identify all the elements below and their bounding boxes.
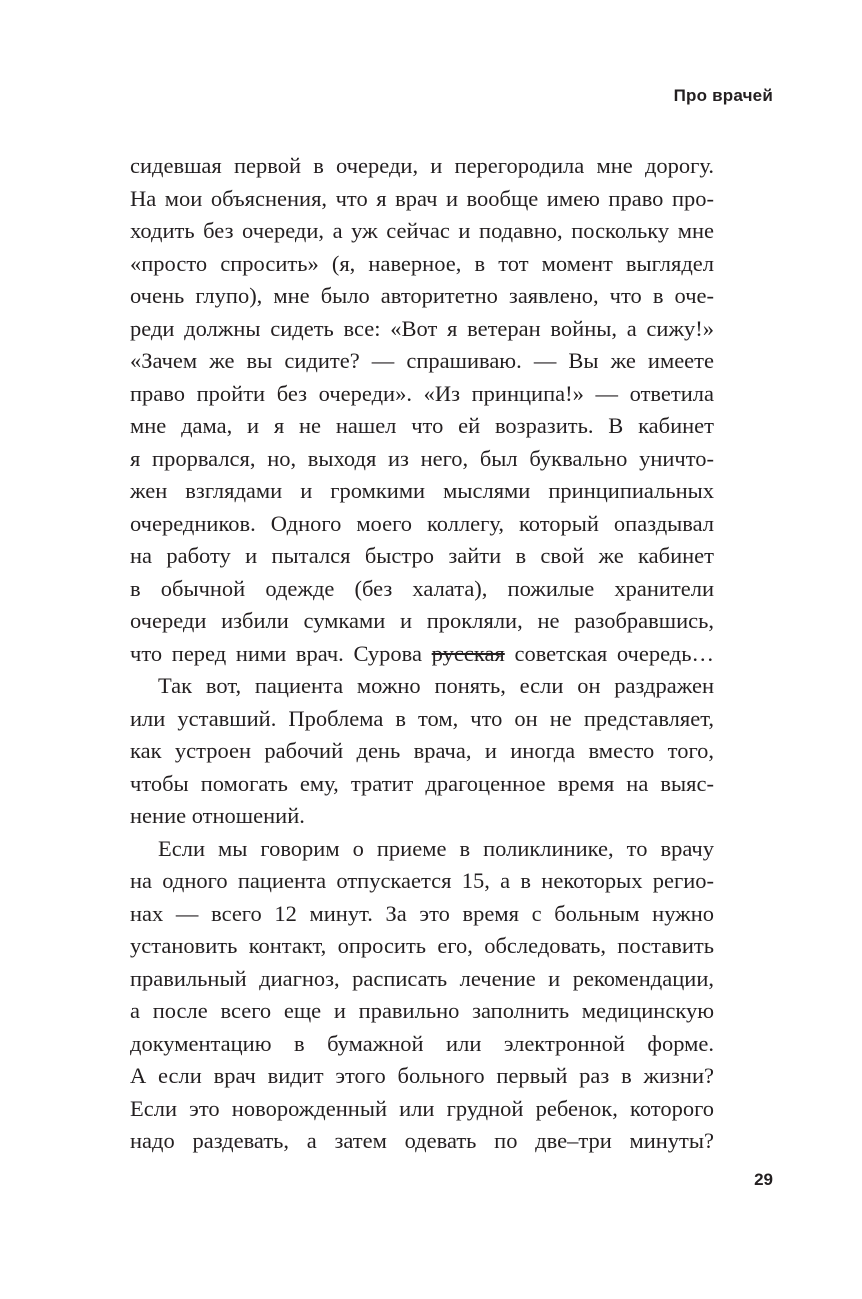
paragraph-3-line: на одного пациента отпускается 15, а в некоторых регио- (130, 868, 714, 893)
paragraph-2-line: или уставший. Проблема в том, что он не представляет, (130, 705, 714, 731)
paragraph-3-line: Если это новорожденный или грудной ребенок, которого (130, 1095, 714, 1121)
strike-line-after: советская очередь… (504, 640, 714, 666)
text-line: мне дама, и я не нашел что ей возразить. В кабинет (130, 413, 714, 438)
text-line-strike (130, 638, 714, 671)
paragraph-3-line: документацию в бумажной или электронной форме. (130, 1030, 714, 1056)
paragraph-3-line: установить контакт, опросить его, обследовать, поставить (130, 933, 714, 958)
paragraph-3-line: а после всего еще и правильно заполнить медицинскую (130, 998, 714, 1023)
text-line: в обычной одежде (без халата), пожилые хранители (130, 575, 714, 601)
text-line: жен взглядами и громкими мыслями принципиальных (130, 478, 714, 503)
text-line: «Зачем же вы сидите? — спрашиваю. — Вы же имеете (130, 348, 714, 373)
text-line: на работу и пытался быстро зайти в свой же кабинет (130, 543, 714, 568)
paragraph-2-line: как устроен рабочий день врача, и иногда вместо того, (130, 738, 714, 763)
text-line: На мои объяснения, что я врач и вообще имею право про- (130, 185, 714, 211)
text-line: ходить без очереди, а уж сейчас и подавно, поскольку мне (130, 218, 714, 243)
text-line: право пройти без очереди». «Из принципа!» — ответила (130, 380, 714, 406)
paragraph-2-line: Так вот, пациента можно понять, если он раздражен (158, 673, 714, 698)
paragraph-3-line: надо раздевать, а затем одевать по две–три минуты? (130, 1128, 714, 1153)
paragraph-2-line: чтобы помогать ему, тратит драгоценное время на выяс- (130, 770, 714, 796)
strike-line-before: что перед ними врач. Сурова (130, 640, 432, 666)
paragraph-3-line: правильный диагноз, расписать лечение и рекомендации, (130, 965, 714, 991)
body-text (130, 150, 714, 1158)
page-number: 29 (754, 1170, 773, 1189)
paragraph-3-line: нах — всего 12 минут. За это время с больным нужно (130, 900, 714, 926)
text-line: очередников. Одного моего коллегу, который опаздывал (130, 510, 714, 536)
paragraph-2-line: нение отношений. (130, 803, 305, 828)
text-line: очень глупо), мне было авторитетно заявлено, что в оче- (130, 283, 714, 308)
text-line: «просто спросить» (я, наверное, в тот момент выглядел (130, 250, 714, 276)
text-line: реди должны сидеть все: «Вот я ветеран войны, а сижу!» (130, 315, 714, 341)
struck-word: русская (431, 640, 505, 666)
text-line: я прорвался, но, выходя из него, был буквально уничто- (130, 445, 714, 471)
running-head: Про врачей (673, 86, 773, 105)
paragraph-3-line: Если мы говорим о приеме в поликлинике, то врачу (158, 835, 714, 861)
text-line: очереди избили сумками и прокляли, не разобравшись, (130, 608, 714, 633)
paragraph-3-line: А если врач видит этого больного первый раз в жизни? (130, 1063, 714, 1088)
text-line: сидевшая первой в очереди, и перегородила мне дорогу. (130, 153, 714, 178)
